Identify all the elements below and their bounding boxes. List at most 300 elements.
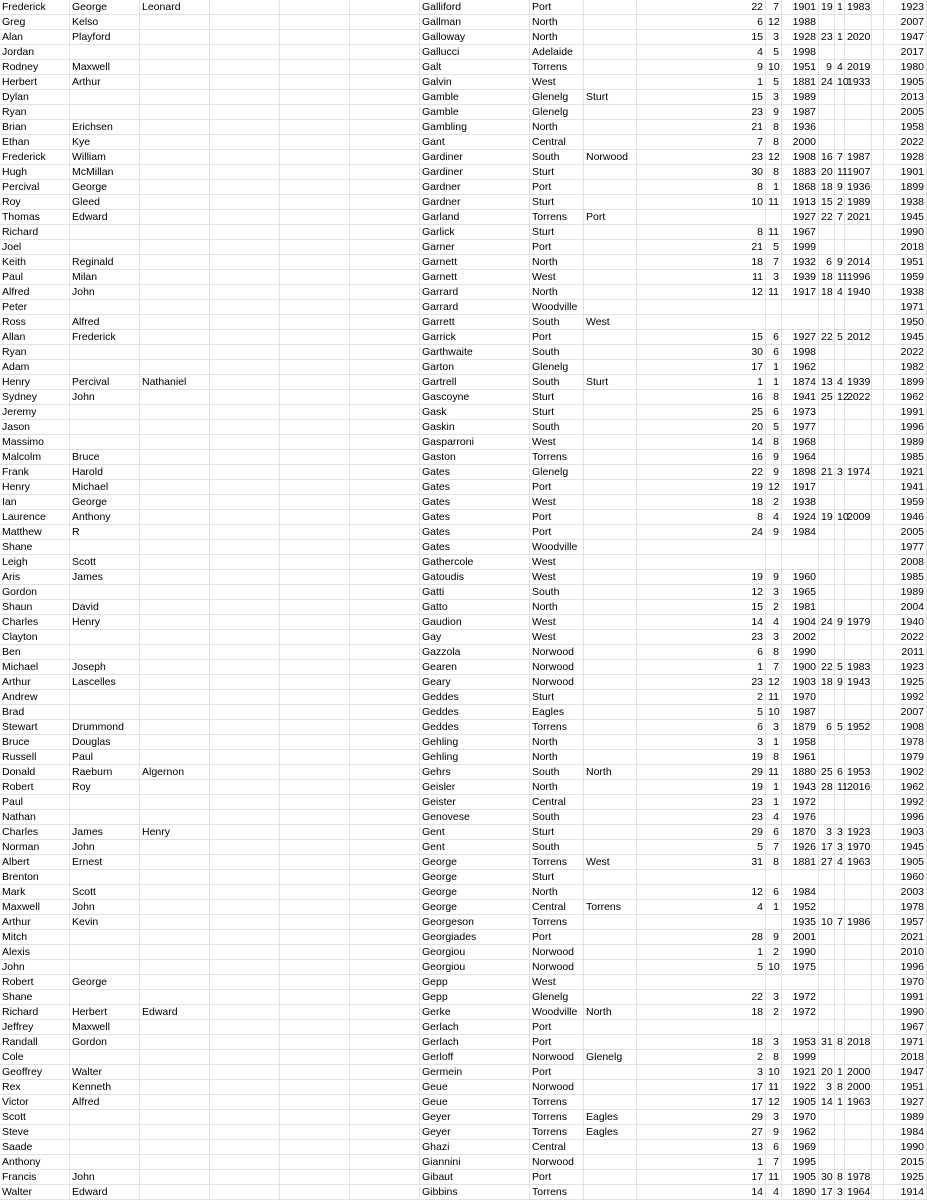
cell-col-f[interactable]: [350, 705, 420, 720]
cell-birth-month[interactable]: 12: [766, 15, 782, 30]
cell-second-club[interactable]: Eagles: [584, 1125, 637, 1140]
cell-death-month[interactable]: [835, 555, 845, 570]
cell-birth-day[interactable]: 23: [637, 630, 766, 645]
cell-death-year[interactable]: 2016: [847, 781, 871, 793]
cell-second-club[interactable]: [584, 705, 637, 720]
cell-death-day[interactable]: [819, 750, 835, 765]
cell-club[interactable]: Woodville: [530, 540, 584, 555]
cell-debut-year[interactable]: 1979: [884, 750, 927, 765]
cell-col-f[interactable]: [350, 540, 420, 555]
cell-third-name[interactable]: [140, 45, 210, 60]
cell-birth-month[interactable]: 9: [766, 465, 782, 480]
cell-club[interactable]: North: [530, 120, 584, 135]
cell-death-month[interactable]: 7: [835, 150, 845, 165]
cell-birth-day[interactable]: 16: [637, 390, 766, 405]
cell-third-name[interactable]: [140, 780, 210, 795]
cell-death-year[interactable]: 2021: [847, 211, 871, 223]
cell-first-name[interactable]: Scott: [0, 1110, 70, 1125]
cell-death-day[interactable]: [819, 1155, 835, 1170]
cell-club[interactable]: West: [530, 975, 584, 990]
cell-birth-day[interactable]: 24: [637, 525, 766, 540]
cell-debut-year[interactable]: 1996: [884, 960, 927, 975]
cell-birth-day[interactable]: 23: [637, 810, 766, 825]
cell-first-name[interactable]: Adam: [0, 360, 70, 375]
cell-surname[interactable]: Gasparroni: [420, 435, 530, 450]
cell-surname[interactable]: Gehling: [420, 750, 530, 765]
cell-second-club[interactable]: [584, 585, 637, 600]
cell-first-name[interactable]: Massimo: [0, 435, 70, 450]
cell-col-d[interactable]: [210, 75, 280, 90]
cell-col-d[interactable]: [210, 810, 280, 825]
cell-club[interactable]: West: [530, 435, 584, 450]
cell-third-name[interactable]: [140, 465, 210, 480]
cell-col-f[interactable]: [350, 15, 420, 30]
cell-first-name[interactable]: Charles: [0, 825, 70, 840]
cell-col-p[interactable]: [872, 870, 884, 885]
cell-col-e[interactable]: [280, 1155, 350, 1170]
cell-birth-day[interactable]: 23: [637, 150, 766, 165]
cell-second-name[interactable]: George: [70, 495, 140, 510]
cell-third-name[interactable]: [140, 1080, 210, 1095]
cell-col-p[interactable]: [872, 1035, 884, 1050]
cell-debut-year[interactable]: 1967: [884, 1020, 927, 1035]
cell-col-d[interactable]: [210, 750, 280, 765]
cell-col-p[interactable]: [872, 375, 884, 390]
cell-debut-year[interactable]: 1991: [884, 990, 927, 1005]
cell-death-month[interactable]: [835, 540, 845, 555]
cell-second-club[interactable]: Torrens: [584, 900, 637, 915]
cell-second-name[interactable]: Henry: [70, 615, 140, 630]
cell-birth-month[interactable]: 1: [766, 375, 782, 390]
cell-col-e[interactable]: [280, 885, 350, 900]
cell-col-e[interactable]: [280, 1170, 350, 1185]
cell-club[interactable]: Norwood: [530, 660, 584, 675]
cell-birth-month[interactable]: 3: [766, 630, 782, 645]
cell-club[interactable]: Glenelg: [530, 90, 584, 105]
cell-birth-day[interactable]: 22: [637, 0, 766, 15]
cell-second-name[interactable]: Percival: [70, 375, 140, 390]
cell-club[interactable]: Glenelg: [530, 360, 584, 375]
cell-col-p[interactable]: [872, 420, 884, 435]
cell-surname[interactable]: Gathercole: [420, 555, 530, 570]
cell-col-p[interactable]: [872, 480, 884, 495]
cell-third-name[interactable]: [140, 990, 210, 1005]
cell-death-day[interactable]: [819, 645, 835, 660]
cell-death-day[interactable]: [819, 525, 835, 540]
cell-death-month[interactable]: [835, 975, 845, 990]
cell-second-club[interactable]: [584, 630, 637, 645]
cell-surname[interactable]: Gaudion: [420, 615, 530, 630]
cell-death-day[interactable]: 25: [819, 390, 835, 405]
cell-third-name[interactable]: [140, 510, 210, 525]
cell-second-name[interactable]: Joseph: [70, 660, 140, 675]
cell-death-year[interactable]: 1933: [847, 76, 871, 88]
cell-birth-month[interactable]: 1: [766, 780, 782, 795]
cell-second-club[interactable]: North: [584, 765, 637, 780]
cell-col-e[interactable]: [280, 240, 350, 255]
cell-club[interactable]: Port: [530, 1170, 584, 1185]
cell-death-year[interactable]: [845, 945, 872, 960]
cell-second-club[interactable]: [584, 720, 637, 735]
cell-death-day[interactable]: [819, 885, 835, 900]
cell-death-day[interactable]: [819, 975, 835, 990]
cell-death-year[interactable]: 1936: [847, 181, 871, 193]
cell-death-day[interactable]: [819, 945, 835, 960]
cell-death-year[interactable]: [845, 315, 872, 330]
cell-col-p[interactable]: [872, 900, 884, 915]
cell-death-month[interactable]: [835, 405, 845, 420]
cell-col-d[interactable]: [210, 1140, 280, 1155]
cell-birth-day[interactable]: 4: [637, 45, 766, 60]
cell-second-club[interactable]: [584, 255, 637, 270]
cell-debut-year[interactable]: 1902: [884, 765, 927, 780]
cell-club[interactable]: Torrens: [530, 450, 584, 465]
cell-col-f[interactable]: [350, 135, 420, 150]
cell-second-name[interactable]: R: [70, 525, 140, 540]
cell-birth-day[interactable]: 1: [637, 75, 766, 90]
cell-debut-year[interactable]: 1940: [884, 615, 927, 630]
cell-col-f[interactable]: [350, 285, 420, 300]
cell-birth-month[interactable]: 10: [766, 1065, 782, 1080]
cell-col-e[interactable]: [280, 990, 350, 1005]
cell-death-month[interactable]: 1: [835, 30, 845, 45]
cell-third-name[interactable]: [140, 285, 210, 300]
cell-birth-year[interactable]: 1958: [782, 735, 819, 750]
cell-birth-day[interactable]: 3: [637, 735, 766, 750]
cell-death-year[interactable]: 1983: [847, 661, 871, 673]
cell-birth-day[interactable]: 12: [637, 585, 766, 600]
cell-birth-day[interactable]: 4: [637, 900, 766, 915]
cell-surname[interactable]: Gates: [420, 525, 530, 540]
cell-birth-day[interactable]: 15: [637, 600, 766, 615]
cell-club[interactable]: Port: [530, 240, 584, 255]
cell-birth-year[interactable]: 1995: [782, 1155, 819, 1170]
cell-club[interactable]: South: [530, 810, 584, 825]
cell-second-club[interactable]: [584, 780, 637, 795]
cell-first-name[interactable]: Steve: [0, 1125, 70, 1140]
cell-surname[interactable]: Gerlach: [420, 1020, 530, 1035]
cell-col-d[interactable]: [210, 525, 280, 540]
cell-col-f[interactable]: [350, 1035, 420, 1050]
cell-debut-year[interactable]: 1925: [884, 1170, 927, 1185]
cell-debut-year[interactable]: 1984: [884, 1125, 927, 1140]
cell-second-name[interactable]: [70, 90, 140, 105]
cell-birth-day[interactable]: 19: [637, 780, 766, 795]
cell-surname[interactable]: Giannini: [420, 1155, 530, 1170]
cell-birth-day[interactable]: 16: [637, 450, 766, 465]
cell-death-year[interactable]: [845, 885, 872, 900]
cell-second-club[interactable]: [584, 45, 637, 60]
cell-col-d[interactable]: [210, 870, 280, 885]
cell-col-f[interactable]: [350, 1080, 420, 1095]
cell-second-club[interactable]: [584, 960, 637, 975]
cell-birth-month[interactable]: 6: [766, 345, 782, 360]
cell-col-p[interactable]: [872, 795, 884, 810]
cell-third-name[interactable]: [140, 225, 210, 240]
cell-col-d[interactable]: [210, 960, 280, 975]
cell-col-p[interactable]: [872, 30, 884, 45]
cell-first-name[interactable]: Richard: [0, 1005, 70, 1020]
cell-surname[interactable]: Gant: [420, 135, 530, 150]
cell-death-year[interactable]: [845, 1110, 872, 1125]
cell-birth-month[interactable]: 10: [766, 705, 782, 720]
cell-birth-month[interactable]: 6: [766, 885, 782, 900]
cell-col-d[interactable]: [210, 855, 280, 870]
cell-death-day[interactable]: [819, 1050, 835, 1065]
cell-col-e[interactable]: [280, 330, 350, 345]
cell-col-f[interactable]: [350, 105, 420, 120]
cell-first-name[interactable]: Matthew: [0, 525, 70, 540]
cell-debut-year[interactable]: 1923: [884, 660, 927, 675]
cell-birth-day[interactable]: [637, 540, 766, 555]
cell-death-month[interactable]: [835, 450, 845, 465]
cell-col-p[interactable]: [872, 240, 884, 255]
cell-birth-month[interactable]: 7: [766, 840, 782, 855]
cell-surname[interactable]: Georgiades: [420, 930, 530, 945]
cell-club[interactable]: Sturt: [530, 405, 584, 420]
cell-first-name[interactable]: Richard: [0, 225, 70, 240]
cell-birth-year[interactable]: 1928: [782, 30, 819, 45]
cell-surname[interactable]: Gaston: [420, 450, 530, 465]
cell-club[interactable]: Sturt: [530, 690, 584, 705]
cell-col-e[interactable]: [280, 390, 350, 405]
cell-first-name[interactable]: Victor: [0, 1095, 70, 1110]
cell-surname[interactable]: Gehrs: [420, 765, 530, 780]
cell-second-name[interactable]: Harold: [70, 465, 140, 480]
cell-col-e[interactable]: [280, 915, 350, 930]
cell-col-d[interactable]: [210, 825, 280, 840]
cell-surname[interactable]: Garnett: [420, 270, 530, 285]
cell-col-f[interactable]: [350, 885, 420, 900]
cell-death-year[interactable]: 2000: [847, 1081, 871, 1093]
cell-first-name[interactable]: Jeffrey: [0, 1020, 70, 1035]
cell-second-club[interactable]: [584, 285, 637, 300]
cell-death-month[interactable]: 5: [835, 660, 845, 675]
cell-col-d[interactable]: [210, 1095, 280, 1110]
cell-surname[interactable]: Ghazi: [420, 1140, 530, 1155]
cell-debut-year[interactable]: 1957: [884, 915, 927, 930]
cell-col-e[interactable]: [280, 1035, 350, 1050]
cell-second-club[interactable]: North: [584, 1005, 637, 1020]
cell-club[interactable]: Norwood: [530, 945, 584, 960]
cell-death-month[interactable]: [835, 120, 845, 135]
cell-second-club[interactable]: Port: [584, 210, 637, 225]
cell-club[interactable]: North: [530, 735, 584, 750]
cell-col-p[interactable]: [872, 1050, 884, 1065]
cell-death-month[interactable]: 10: [837, 511, 849, 523]
cell-col-d[interactable]: [210, 645, 280, 660]
cell-debut-year[interactable]: 1960: [884, 870, 927, 885]
cell-second-club[interactable]: [584, 645, 637, 660]
cell-death-month[interactable]: 10: [837, 76, 849, 88]
cell-debut-year[interactable]: 1901: [884, 165, 927, 180]
cell-death-year[interactable]: 1939: [847, 376, 871, 388]
cell-col-f[interactable]: [350, 600, 420, 615]
cell-birth-year[interactable]: 1926: [782, 840, 819, 855]
cell-second-name[interactable]: Erichsen: [70, 120, 140, 135]
cell-death-year[interactable]: 1983: [847, 1, 871, 13]
cell-col-d[interactable]: [210, 315, 280, 330]
cell-birth-year[interactable]: 1905: [782, 1170, 819, 1185]
cell-col-p[interactable]: [872, 315, 884, 330]
cell-surname[interactable]: Gatoudis: [420, 570, 530, 585]
cell-death-year[interactable]: [845, 735, 872, 750]
cell-debut-year[interactable]: 1899: [884, 375, 927, 390]
cell-club[interactable]: North: [530, 750, 584, 765]
cell-club[interactable]: West: [530, 75, 584, 90]
cell-death-month[interactable]: 12: [837, 391, 849, 403]
cell-surname[interactable]: Gerloff: [420, 1050, 530, 1065]
cell-first-name[interactable]: Nathan: [0, 810, 70, 825]
cell-surname[interactable]: Geisler: [420, 780, 530, 795]
cell-surname[interactable]: Gardner: [420, 180, 530, 195]
cell-birth-day[interactable]: [637, 975, 766, 990]
cell-death-year[interactable]: 1963: [847, 1096, 871, 1108]
cell-col-d[interactable]: [210, 615, 280, 630]
cell-death-day[interactable]: [819, 420, 835, 435]
cell-club[interactable]: Torrens: [530, 915, 584, 930]
cell-club[interactable]: Port: [530, 510, 584, 525]
cell-col-d[interactable]: [210, 285, 280, 300]
cell-club[interactable]: Sturt: [530, 195, 584, 210]
cell-death-month[interactable]: [835, 960, 845, 975]
cell-third-name[interactable]: [140, 180, 210, 195]
cell-col-e[interactable]: [280, 75, 350, 90]
cell-third-name[interactable]: [140, 720, 210, 735]
cell-death-day[interactable]: 21: [819, 465, 835, 480]
cell-birth-day[interactable]: 7: [637, 135, 766, 150]
cell-birth-day[interactable]: 23: [637, 675, 766, 690]
cell-death-year[interactable]: [845, 300, 872, 315]
cell-death-year[interactable]: 1974: [847, 466, 871, 478]
cell-birth-day[interactable]: 11: [637, 270, 766, 285]
cell-death-month[interactable]: 1: [835, 1065, 845, 1080]
cell-second-name[interactable]: McMillan: [70, 165, 140, 180]
cell-birth-year[interactable]: [782, 1020, 819, 1035]
cell-col-d[interactable]: [210, 915, 280, 930]
cell-debut-year[interactable]: 1989: [884, 435, 927, 450]
cell-col-f[interactable]: [350, 1155, 420, 1170]
cell-death-day[interactable]: [819, 930, 835, 945]
cell-col-d[interactable]: [210, 255, 280, 270]
cell-third-name[interactable]: [140, 750, 210, 765]
cell-debut-year[interactable]: 1982: [884, 360, 927, 375]
cell-death-month[interactable]: [835, 225, 845, 240]
cell-death-month[interactable]: 11: [837, 781, 848, 793]
cell-club[interactable]: Adelaide: [530, 45, 584, 60]
cell-col-p[interactable]: [872, 1110, 884, 1125]
cell-debut-year[interactable]: 1945: [884, 210, 927, 225]
cell-birth-year[interactable]: 1987: [782, 105, 819, 120]
cell-death-year[interactable]: [845, 690, 872, 705]
cell-death-year[interactable]: 1953: [847, 766, 871, 778]
cell-club[interactable]: North: [530, 885, 584, 900]
cell-second-club[interactable]: [584, 1155, 637, 1170]
cell-death-month[interactable]: 4: [835, 285, 845, 300]
cell-second-club[interactable]: [584, 465, 637, 480]
cell-second-name[interactable]: John: [70, 840, 140, 855]
cell-col-f[interactable]: [350, 210, 420, 225]
cell-death-month[interactable]: [835, 315, 845, 330]
cell-second-club[interactable]: West: [584, 315, 637, 330]
cell-surname[interactable]: Genovese: [420, 810, 530, 825]
cell-col-d[interactable]: [210, 540, 280, 555]
cell-col-f[interactable]: [350, 525, 420, 540]
cell-death-year[interactable]: 1989: [847, 196, 871, 208]
cell-death-month[interactable]: 11: [837, 271, 848, 283]
cell-death-day[interactable]: 27: [819, 855, 835, 870]
cell-death-year[interactable]: [845, 225, 872, 240]
cell-birth-month[interactable]: 6: [766, 330, 782, 345]
cell-col-d[interactable]: [210, 930, 280, 945]
cell-second-name[interactable]: John: [70, 390, 140, 405]
cell-col-f[interactable]: [350, 1005, 420, 1020]
cell-death-day[interactable]: [819, 1125, 835, 1140]
cell-second-name[interactable]: William: [70, 150, 140, 165]
cell-death-day[interactable]: [819, 1110, 835, 1125]
cell-col-e[interactable]: [280, 825, 350, 840]
cell-death-month[interactable]: [835, 1050, 845, 1065]
cell-death-day[interactable]: 3: [819, 825, 835, 840]
cell-birth-day[interactable]: 6: [637, 15, 766, 30]
cell-col-d[interactable]: [210, 495, 280, 510]
cell-birth-day[interactable]: 6: [637, 720, 766, 735]
cell-second-club[interactable]: [584, 945, 637, 960]
cell-col-d[interactable]: [210, 765, 280, 780]
cell-second-name[interactable]: Douglas: [70, 735, 140, 750]
cell-death-month[interactable]: 5: [835, 330, 845, 345]
cell-debut-year[interactable]: 1951: [884, 255, 927, 270]
cell-col-e[interactable]: [280, 285, 350, 300]
cell-birth-month[interactable]: 4: [766, 810, 782, 825]
cell-death-day[interactable]: 24: [819, 615, 835, 630]
cell-col-p[interactable]: [872, 1170, 884, 1185]
cell-first-name[interactable]: Gordon: [0, 585, 70, 600]
cell-death-day[interactable]: [819, 1140, 835, 1155]
cell-second-name[interactable]: Kelso: [70, 15, 140, 30]
cell-death-day[interactable]: [819, 450, 835, 465]
cell-col-d[interactable]: [210, 450, 280, 465]
cell-first-name[interactable]: Charles: [0, 615, 70, 630]
cell-birth-month[interactable]: 12: [766, 150, 782, 165]
cell-col-p[interactable]: [872, 975, 884, 990]
cell-third-name[interactable]: Edward: [140, 1005, 210, 1020]
cell-col-f[interactable]: [350, 75, 420, 90]
cell-first-name[interactable]: Jeremy: [0, 405, 70, 420]
cell-col-f[interactable]: [350, 900, 420, 915]
cell-second-club[interactable]: [584, 660, 637, 675]
cell-death-day[interactable]: 14: [819, 1095, 835, 1110]
cell-second-name[interactable]: [70, 360, 140, 375]
cell-second-name[interactable]: David: [70, 600, 140, 615]
cell-debut-year[interactable]: 2003: [884, 885, 927, 900]
cell-third-name[interactable]: [140, 915, 210, 930]
cell-death-year[interactable]: 1952: [847, 721, 871, 733]
cell-first-name[interactable]: Andrew: [0, 690, 70, 705]
cell-debut-year[interactable]: 1945: [884, 330, 927, 345]
cell-first-name[interactable]: Frederick: [0, 0, 70, 15]
cell-death-month[interactable]: 6: [835, 765, 845, 780]
cell-col-f[interactable]: [350, 270, 420, 285]
cell-birth-year[interactable]: 1905: [782, 1095, 819, 1110]
cell-death-month[interactable]: [835, 1125, 845, 1140]
cell-debut-year[interactable]: 2011: [884, 645, 927, 660]
cell-debut-year[interactable]: 1914: [884, 1185, 927, 1200]
cell-col-f[interactable]: [350, 765, 420, 780]
cell-birth-year[interactable]: 1981: [782, 600, 819, 615]
cell-col-d[interactable]: [210, 240, 280, 255]
cell-debut-year[interactable]: 2018: [884, 1050, 927, 1065]
